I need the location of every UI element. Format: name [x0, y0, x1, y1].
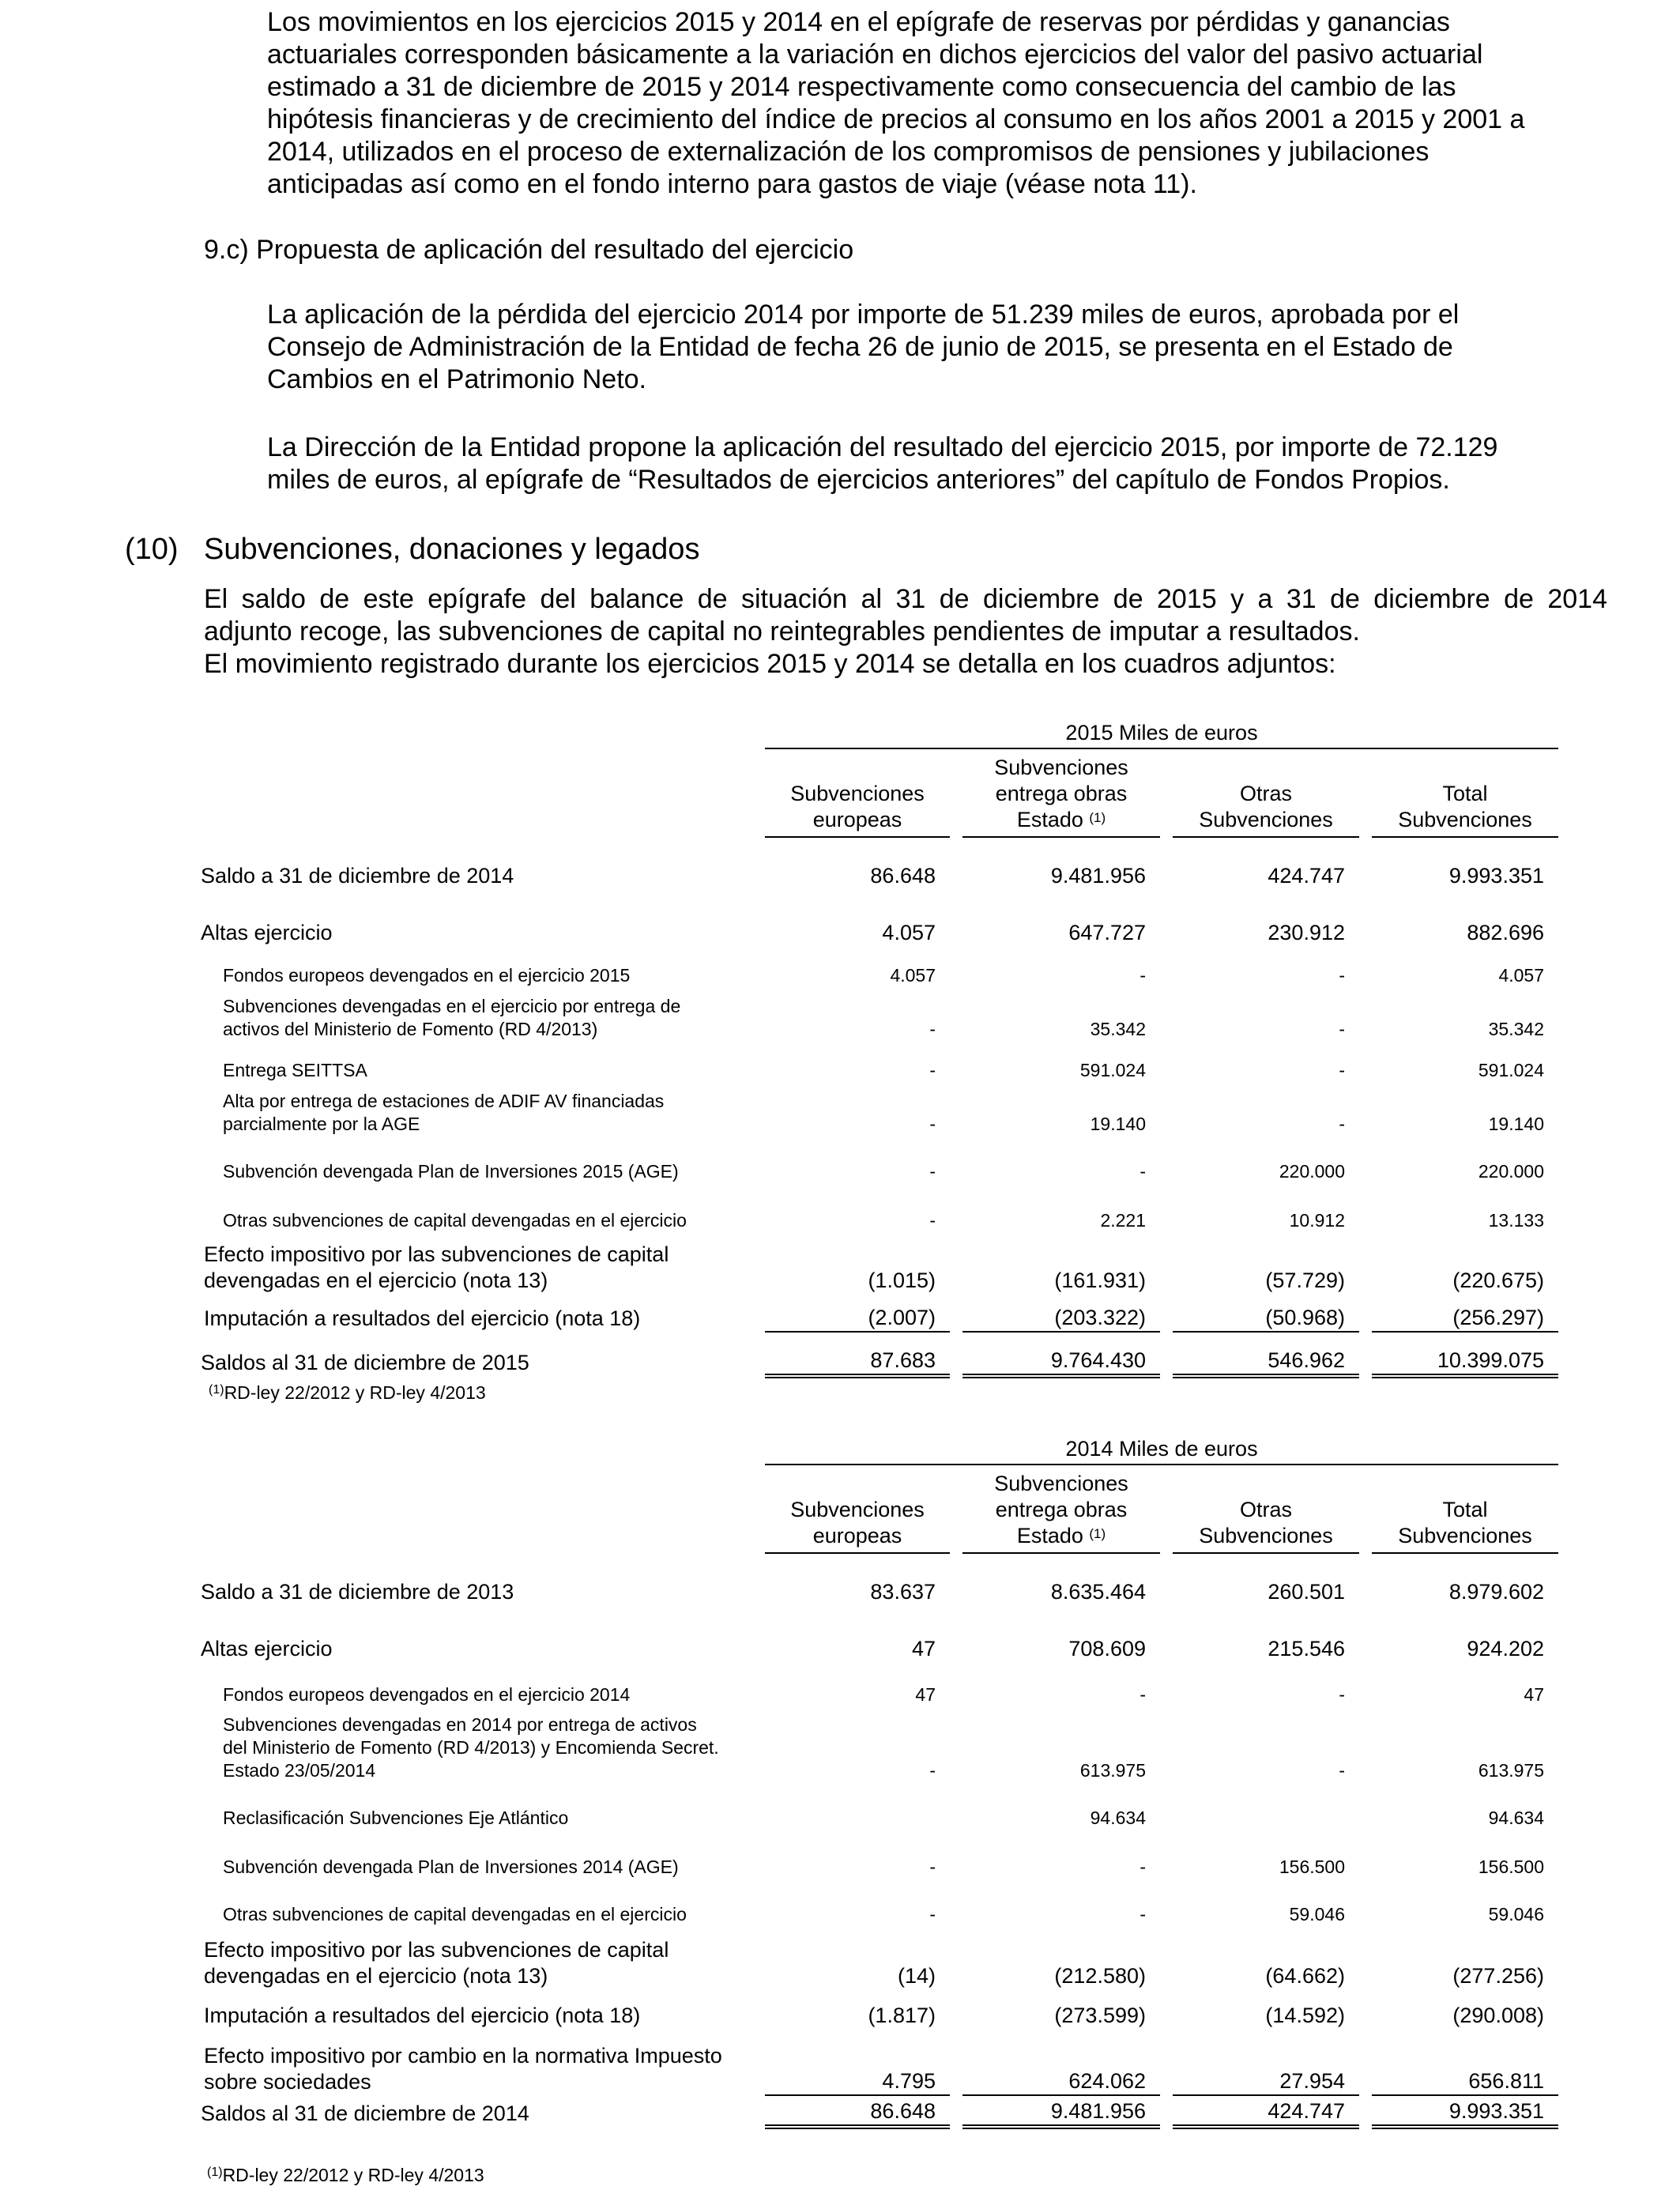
header-line: europeas	[812, 808, 902, 831]
cell-value: 9.764.430	[962, 1332, 1160, 1376]
header-line: Otras	[1239, 782, 1292, 805]
table-row	[198, 1041, 1558, 1082]
column-gap	[1160, 837, 1173, 889]
header-line: Subvenciones	[1398, 1524, 1532, 1547]
col-header-subvenciones-entrega-obras	[962, 748, 1160, 837]
column-header-row	[198, 1465, 1558, 1553]
footnote-marker: (1)	[1089, 1526, 1106, 1541]
column-gap	[1160, 1183, 1173, 1232]
cell-value: 8.635.464	[1050, 1580, 1146, 1604]
column-gap	[1359, 1926, 1372, 1989]
row-label-line: Otras subvenciones de capital devengadas en el ejercicio	[223, 1210, 687, 1231]
row-label-line: sobre sociedades	[204, 2070, 371, 2094]
row-label	[198, 987, 765, 1041]
cell-value: (64.662)	[1265, 1964, 1345, 1988]
column-gap	[1359, 1136, 1372, 1183]
column-gap	[1160, 1041, 1173, 1082]
column-gap	[950, 837, 962, 889]
table-row	[198, 1605, 1558, 1662]
row-label-line: Otras subvenciones de capital devengadas en el ejercicio	[223, 1904, 687, 1924]
cell-value: (1.817)	[868, 2004, 936, 2027]
cell-value: -	[929, 1161, 936, 1182]
column-gap	[1359, 2029, 1372, 2095]
column-gap	[950, 1082, 962, 1136]
column-gap	[950, 1332, 962, 1376]
row-label	[198, 1782, 765, 1830]
subsidies-table-2014	[198, 1435, 1558, 2129]
footnote-marker: (1)	[1089, 810, 1106, 825]
column-gap	[950, 1232, 962, 1294]
column-gap	[950, 2029, 962, 2095]
column-gap	[1359, 1041, 1372, 1082]
row-label	[198, 889, 765, 946]
cell-value: 9.993.351	[1448, 864, 1544, 888]
row-label-line: activos del Ministerio de Fomento (RD 4/2013)	[223, 1019, 598, 1039]
column-gap	[950, 1926, 962, 1989]
cell-value: -	[1139, 1904, 1146, 1924]
cell-value: (57.729)	[1265, 1269, 1345, 1292]
col-header-otras-subvenciones	[1173, 748, 1359, 837]
section-9c-title: 9.c) Propuesta de aplicación del resultado del ejercicio	[204, 235, 854, 265]
header-line: Subvenciones	[994, 756, 1128, 779]
column-gap	[950, 1553, 962, 1605]
column-gap	[1160, 1294, 1173, 1332]
table-row	[198, 1706, 1558, 1782]
column-gap	[1160, 1232, 1173, 1294]
cell-value: (277.256)	[1452, 1964, 1544, 1988]
section-10-paragraph	[204, 583, 1607, 680]
column-gap	[1359, 1989, 1372, 2029]
column-gap	[1160, 1879, 1173, 1926]
table-row	[198, 2029, 1558, 2095]
cell-value: -	[929, 1114, 936, 1134]
row-label	[198, 1183, 765, 1232]
year-header-row	[198, 1435, 1558, 1465]
column-gap	[1359, 837, 1372, 889]
table-row	[198, 1332, 1558, 1376]
cell-value: 156.500	[1279, 1857, 1345, 1877]
cell-value: 35.342	[1488, 1019, 1544, 1039]
row-label-line: devengadas en el ejercicio (nota 13)	[204, 1269, 548, 1292]
column-gap	[1359, 1879, 1372, 1926]
footnote-text: RD-ley 22/2012 y RD-ley 4/2013	[224, 1382, 486, 1403]
header-line: Subvenciones	[1398, 808, 1532, 831]
row-label-line: Entrega SEITTSA	[223, 1060, 367, 1080]
cell-value: 156.500	[1478, 1857, 1544, 1877]
row-label	[198, 837, 765, 889]
table-row	[198, 1232, 1558, 1294]
cell-value: (14)	[897, 1964, 936, 1988]
column-gap	[1160, 1706, 1173, 1782]
row-label-line: devengadas en el ejercicio (nota 13)	[204, 1964, 548, 1988]
cell-value: 4.057	[882, 921, 936, 944]
table-row	[198, 1926, 1558, 1989]
column-gap	[1160, 1605, 1173, 1662]
cell-value: 10.399.075	[1372, 1332, 1558, 1376]
col-header-subvenciones-europeas	[765, 748, 950, 837]
column-gap	[1160, 946, 1173, 987]
column-gap	[950, 889, 962, 946]
column-gap	[1359, 1706, 1372, 1782]
row-label-line: Efecto impositivo por cambio en la normativa Impuesto	[204, 2044, 722, 2068]
row-label	[198, 1082, 765, 1136]
col-header-subvenciones-entrega-obras	[962, 1465, 1160, 1553]
table-row	[198, 1989, 1558, 2029]
text-line: Cambios en el Patrimonio Neto.	[267, 364, 647, 394]
cell-value: 47	[911, 1637, 936, 1661]
cell-value: (290.008)	[1452, 2004, 1544, 2027]
col-header-total-subvenciones	[1372, 748, 1558, 837]
row-label	[198, 2029, 765, 2095]
section-9c-paragraph-2	[267, 432, 1607, 496]
cell-value: 220.000	[1478, 1161, 1544, 1182]
header-line	[962, 1523, 1160, 1549]
column-header-row	[198, 748, 1558, 837]
header-text: Estado	[1016, 808, 1083, 831]
row-label	[198, 2095, 765, 2127]
cell-value: 19.140	[1090, 1114, 1146, 1134]
column-gap	[1160, 1332, 1173, 1376]
column-gap	[1359, 1294, 1372, 1332]
column-gap	[1359, 1662, 1372, 1706]
section-9c-paragraph-1	[267, 299, 1607, 396]
column-gap	[1160, 1662, 1173, 1706]
header-line: entrega obras	[995, 1498, 1128, 1521]
cell-value: 27.954	[1173, 2029, 1359, 2095]
cell-value: (14.592)	[1265, 2004, 1345, 2027]
cell-value: -	[1339, 1019, 1345, 1039]
cell-value: -	[1139, 965, 1146, 986]
column-gap	[1359, 1782, 1372, 1830]
row-label	[198, 1041, 765, 1082]
row-label-line: Saldo a 31 de diciembre de 2013	[201, 1580, 514, 1604]
table-row	[198, 889, 1558, 946]
column-gap	[1160, 1782, 1173, 1830]
row-label-line: Saldos al 31 de diciembre de 2015	[201, 1351, 529, 1374]
intro-paragraph	[267, 6, 1607, 201]
footnote-text: RD-ley 22/2012 y RD-ley 4/2013	[222, 2165, 484, 2185]
column-gap	[1160, 1553, 1173, 1605]
header-line: Total	[1442, 782, 1488, 805]
cell-value: -	[1339, 1060, 1345, 1080]
column-gap	[1359, 889, 1372, 946]
cell-value: (2.007)	[765, 1294, 950, 1332]
cell-value: 47	[915, 1684, 936, 1705]
cell-value: 94.634	[1488, 1808, 1544, 1828]
header-line: Subvenciones	[1199, 1524, 1333, 1547]
column-gap	[950, 1989, 962, 2029]
col-header-subvenciones-europeas	[765, 1465, 950, 1553]
section-number: (10)	[125, 533, 179, 566]
row-label	[198, 946, 765, 987]
cell-value: (273.599)	[1054, 2004, 1146, 2027]
header-line: Total	[1442, 1498, 1488, 1521]
text-line: El movimiento registrado durante los ejercicios 2015 y 2014 se detalla en los cuadros adjuntos:	[204, 649, 1336, 679]
cell-value: -	[929, 1060, 936, 1080]
row-label-line: Altas ejercicio	[201, 921, 333, 944]
header-text: Estado	[1016, 1524, 1083, 1547]
column-gap	[950, 1830, 962, 1879]
cell-value: 656.811	[1372, 2029, 1558, 2095]
cell-value: 87.683	[765, 1332, 950, 1376]
cell-value: 882.696	[1467, 921, 1544, 944]
column-gap	[1160, 1989, 1173, 2029]
header-line: entrega obras	[995, 782, 1128, 805]
cell-value: 2.221	[1100, 1210, 1146, 1231]
column-gap	[1359, 987, 1372, 1041]
row-label-line: Fondos europeos devengados en el ejercicio 2014	[223, 1684, 631, 1705]
footnote-2014	[207, 2164, 484, 2186]
cell-value: 9.993.351	[1372, 2095, 1558, 2127]
row-label-line: Subvenciones devengadas en 2014 por entrega de activos	[223, 1714, 697, 1735]
row-label	[198, 1136, 765, 1183]
text-line: actuariales corresponden básicamente a la variación en dichos ejercicios del valor del pasivo actuarial	[267, 40, 1483, 70]
column-gap	[1359, 1332, 1372, 1376]
column-gap	[1359, 1183, 1372, 1232]
cell-value: 4.057	[1498, 965, 1544, 986]
row-label-line: Efecto impositivo por las subvenciones de capital	[204, 1242, 669, 1266]
column-gap	[1359, 1830, 1372, 1879]
header-line	[962, 807, 1160, 833]
header-line: Subvenciones	[1199, 808, 1333, 831]
footnote-2015	[209, 1382, 486, 1404]
cell-value: 708.609	[1068, 1637, 1146, 1661]
column-gap	[1160, 2095, 1173, 2127]
cell-value: (161.931)	[1054, 1269, 1146, 1292]
cell-value: 10.912	[1289, 1210, 1345, 1231]
cell-value	[1173, 1782, 1359, 1830]
column-gap	[1160, 889, 1173, 946]
row-label	[198, 1926, 765, 1989]
column-gap	[950, 1706, 962, 1782]
text-line: Los movimientos en los ejercicios 2015 y 2014 en el epígrafe de reservas por pérdidas y ganancias	[267, 7, 1450, 37]
row-label	[198, 1879, 765, 1926]
column-gap	[1160, 1082, 1173, 1136]
text-line: La Dirección de la Entidad propone la aplicación del resultado del ejercicio 2015, por importe de 72.129	[267, 432, 1498, 462]
cell-value: 94.634	[1090, 1808, 1146, 1828]
cell-value: -	[1139, 1857, 1146, 1877]
cell-value: -	[929, 1857, 936, 1877]
cell-value: (1.015)	[868, 1269, 936, 1292]
row-label	[198, 1553, 765, 1605]
cell-value: -	[929, 1904, 936, 1924]
cell-value	[765, 1782, 950, 1830]
row-label	[198, 1706, 765, 1782]
row-label	[198, 1332, 765, 1376]
cell-value: 647.727	[1068, 921, 1146, 944]
table-row	[198, 1553, 1558, 1605]
row-label-line: Subvención devengada Plan de Inversiones 2014 (AGE)	[223, 1857, 679, 1877]
row-label-line: Estado 23/05/2014	[223, 1760, 376, 1781]
column-gap	[950, 1136, 962, 1183]
header-line: Otras	[1239, 1498, 1292, 1521]
table-row	[198, 1662, 1558, 1706]
section-title: Subvenciones, donaciones y legados	[204, 533, 700, 566]
row-label-line: Subvenciones devengadas en el ejercicio por entrega de	[223, 996, 681, 1016]
cell-value: (50.968)	[1173, 1294, 1359, 1332]
table-row	[198, 987, 1558, 1041]
footnote-marker: (1)	[207, 2166, 223, 2179]
cell-value: 47	[1524, 1684, 1544, 1705]
column-gap	[1359, 1605, 1372, 1662]
section-10-heading	[125, 531, 699, 567]
cell-value: 9.481.956	[1050, 864, 1146, 888]
table-row	[198, 1294, 1558, 1332]
cell-value: 9.481.956	[962, 2095, 1160, 2127]
cell-value: -	[929, 1760, 936, 1781]
row-label-line: Saldo a 31 de diciembre de 2014	[201, 864, 514, 888]
cell-value: -	[1339, 965, 1345, 986]
column-gap	[1160, 987, 1173, 1041]
cell-value: 13.133	[1488, 1210, 1544, 1231]
row-label-line: Imputación a resultados del ejercicio (nota 18)	[204, 2004, 641, 2027]
header-line: europeas	[812, 1524, 902, 1547]
cell-value: -	[929, 1210, 936, 1231]
cell-value: -	[1139, 1684, 1146, 1705]
row-label-line: Altas ejercicio	[201, 1637, 333, 1661]
cell-value: 35.342	[1090, 1019, 1146, 1039]
table-row	[198, 1830, 1558, 1879]
cell-value: 613.975	[1478, 1760, 1544, 1781]
cell-value: 924.202	[1467, 1637, 1544, 1661]
cell-value: (203.322)	[962, 1294, 1160, 1332]
column-gap	[1359, 1082, 1372, 1136]
cell-value: 19.140	[1488, 1114, 1544, 1134]
row-label-line: Imputación a resultados del ejercicio (nota 18)	[204, 1306, 641, 1330]
cell-value: 613.975	[1079, 1760, 1146, 1781]
cell-value: 8.979.602	[1448, 1580, 1544, 1604]
cell-value: 546.962	[1173, 1332, 1359, 1376]
column-gap	[1359, 1232, 1372, 1294]
table-row	[198, 837, 1558, 889]
cell-value: 215.546	[1268, 1637, 1345, 1661]
table-row	[198, 1183, 1558, 1232]
subsidies-table-2015	[198, 719, 1558, 1378]
text-line: anticipadas así como en el fondo interno para gastos de viaje (véase nota 11).	[267, 169, 1197, 199]
cell-value: 230.912	[1268, 921, 1345, 944]
cell-value: 4.057	[890, 965, 936, 986]
cell-value: -	[1339, 1760, 1345, 1781]
column-gap	[950, 1662, 962, 1706]
text-line: La aplicación de la pérdida del ejercicio 2014 por importe de 51.239 miles de euros, aprobada por el	[267, 300, 1460, 330]
text-line: adjunto recoge, las subvenciones de capital no reintegrables pendientes de imputar a resultados.	[204, 616, 1360, 647]
column-gap	[1160, 1830, 1173, 1879]
year-header: 2015 Miles de euros	[765, 719, 1558, 748]
row-label-line: Subvención devengada Plan de Inversiones 2015 (AGE)	[223, 1161, 679, 1182]
header-line: Subvenciones	[790, 1498, 925, 1521]
col-header-total-subvenciones	[1372, 1465, 1558, 1553]
column-gap	[1359, 2095, 1372, 2127]
table-row	[198, 1879, 1558, 1926]
column-gap	[950, 1041, 962, 1082]
column-gap	[1160, 2029, 1173, 2095]
cell-value: -	[1339, 1114, 1345, 1134]
text-line: estimado a 31 de diciembre de 2015 y 2014 respectivamente como consecuencia del cambio de las	[267, 72, 1456, 102]
cell-value: 591.024	[1478, 1060, 1544, 1080]
column-gap	[950, 946, 962, 987]
cell-value: -	[1139, 1161, 1146, 1182]
header-line: Subvenciones	[994, 1472, 1128, 1495]
row-label	[198, 1605, 765, 1662]
cell-value: 220.000	[1279, 1161, 1345, 1182]
cell-value: 591.024	[1079, 1060, 1146, 1080]
text-line: Consejo de Administración de la Entidad de fecha 26 de junio de 2015, se presenta en el Estado de	[267, 332, 1453, 362]
table-row	[198, 1782, 1558, 1830]
row-label-line: Alta por entrega de estaciones de ADIF AV financiadas	[223, 1091, 665, 1111]
column-gap	[950, 1605, 962, 1662]
cell-value: 424.747	[1268, 864, 1345, 888]
row-label	[198, 1989, 765, 2029]
col-header-otras-subvenciones	[1173, 1465, 1359, 1553]
row-label	[198, 1294, 765, 1332]
column-gap	[950, 1183, 962, 1232]
cell-value: 59.046	[1488, 1904, 1544, 1924]
table-row	[198, 2095, 1558, 2127]
cell-value: (212.580)	[1054, 1964, 1146, 1988]
cell-value: 424.747	[1173, 2095, 1359, 2127]
cell-value: -	[929, 1019, 936, 1039]
cell-value: 59.046	[1289, 1904, 1345, 1924]
text-line: El saldo de este epígrafe del balance de situación al 31 de diciembre de 2015 y a 31 de diciembre de 2014	[204, 584, 1607, 614]
cell-value: (220.675)	[1452, 1269, 1544, 1292]
column-gap	[1160, 1136, 1173, 1183]
year-header-row	[198, 719, 1558, 748]
cell-value: 4.795	[765, 2029, 950, 2095]
column-gap	[950, 1782, 962, 1830]
row-label-line: del Ministerio de Fomento (RD 4/2013) y Encomienda Secret.	[223, 1737, 719, 1758]
header-line: Subvenciones	[790, 782, 925, 805]
cell-value: 624.062	[962, 2029, 1160, 2095]
row-label-line: Fondos europeos devengados en el ejercicio 2015	[223, 965, 631, 986]
year-header: 2014 Miles de euros	[765, 1435, 1558, 1465]
column-gap	[950, 1879, 962, 1926]
text-line: miles de euros, al epígrafe de “Resultados de ejercicios anteriores” del capítulo de Fondos Propios.	[267, 465, 1450, 495]
table-row	[198, 1082, 1558, 1136]
row-label	[198, 1662, 765, 1706]
cell-value: (256.297)	[1372, 1294, 1558, 1332]
row-label-line: Saldos al 31 de diciembre de 2014	[201, 2102, 529, 2125]
row-label-line: parcialmente por la AGE	[223, 1114, 420, 1134]
column-gap	[950, 1294, 962, 1332]
cell-value: 260.501	[1268, 1580, 1345, 1604]
column-gap	[1160, 1926, 1173, 1989]
row-label	[198, 1830, 765, 1879]
cell-value: -	[1339, 1684, 1345, 1705]
row-label-line: Reclasificación Subvenciones Eje Atlántico	[223, 1808, 569, 1828]
row-label-line: Efecto impositivo por las subvenciones de capital	[204, 1938, 669, 1962]
cell-value: 86.648	[870, 864, 936, 888]
text-line: 2014, utilizados en el proceso de externalización de los compromisos de pensiones y jubilaciones	[267, 137, 1430, 167]
column-gap	[1359, 946, 1372, 987]
column-gap	[950, 2095, 962, 2127]
table-row	[198, 1136, 1558, 1183]
footnote-marker: (1)	[209, 1383, 224, 1397]
column-gap	[1359, 1553, 1372, 1605]
row-label	[198, 1232, 765, 1294]
column-gap	[950, 987, 962, 1041]
cell-value: 83.637	[870, 1580, 936, 1604]
table-row	[198, 946, 1558, 987]
text-line: hipótesis financieras y de crecimiento del índice de precios al consumo en los años 2001 a 2015 y 2001 a	[267, 104, 1525, 134]
cell-value: 86.648	[765, 2095, 950, 2127]
